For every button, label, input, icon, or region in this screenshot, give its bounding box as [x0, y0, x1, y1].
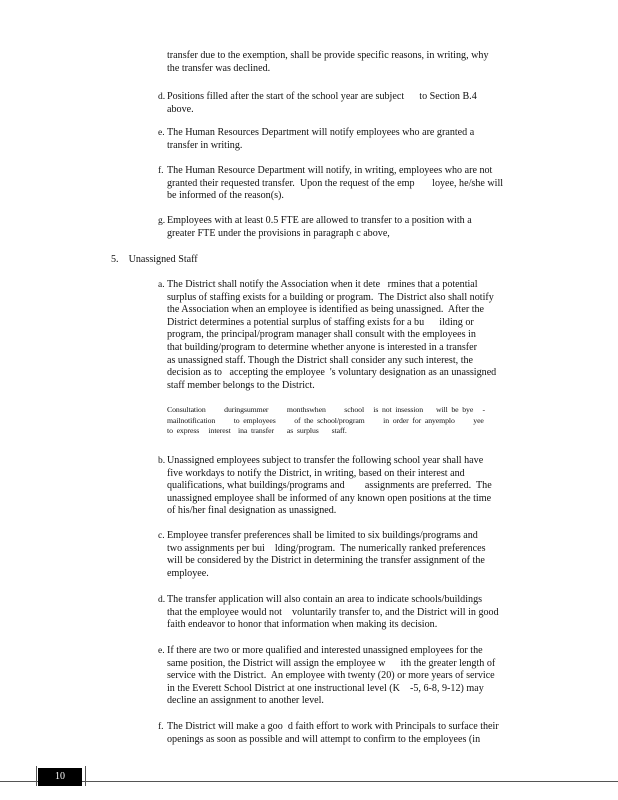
- line-text: If there are two or more qualified and interested unassigned employees for the: [167, 645, 483, 656]
- line-text: as unassigned staff. Though the District shall consider any such interest, the: [167, 354, 474, 366]
- line-text: decline an assignment to another level.: [167, 695, 324, 707]
- line-text: The District shall notify the Association when it dete rmines that a potential: [167, 279, 478, 290]
- line-text: staff member belongs to the District.: [167, 379, 315, 391]
- paragraph-line: [158, 695, 495, 708]
- line-text: two assignments per bui lding/program. The numerically ranked preferences: [167, 542, 486, 554]
- line-text: that building/program to determine whether anyone is interested in a transfer: [167, 341, 478, 353]
- paragraph-line: [158, 140, 474, 153]
- list-marker: f.: [158, 722, 164, 732]
- line-text: The transfer application will also contain an area to indicate schools/buildings: [167, 594, 483, 605]
- line-text: unassigned employee shall be informed of any known open positions at the time: [167, 492, 492, 504]
- paragraph-line: [158, 304, 496, 317]
- line-text: Employees with at least 0.5 FTE are allowed to transfer to a position with a: [167, 215, 472, 226]
- line-text: The Human Resources Department will notify employees who are granted a: [167, 127, 475, 138]
- paragraph-line: [158, 645, 495, 658]
- line-text: program, the principal/program manager shall consult with the employees in: [167, 329, 476, 341]
- paragraph-line: [158, 355, 496, 368]
- paragraph-item-d: [158, 91, 477, 116]
- line-text: will be considered by the District in determining the transfer assignment of the: [167, 555, 485, 567]
- paragraph-line: [158, 178, 503, 191]
- line-text: the transfer was declined.: [167, 62, 271, 74]
- paragraph-line: [158, 505, 492, 518]
- paragraph-line: [158, 594, 499, 607]
- paragraph-item-d-2: [158, 594, 499, 632]
- line-text: transfer in writing.: [167, 139, 243, 151]
- consultation-note: [167, 405, 485, 437]
- paragraph-item-a: [158, 279, 496, 392]
- section-title: Unassigned Staff: [128, 254, 198, 265]
- paragraph-line: [158, 317, 496, 330]
- paragraph-line: [158, 329, 496, 342]
- section-heading: [111, 254, 198, 265]
- list-marker: f.: [158, 166, 164, 176]
- list-marker: g.: [158, 216, 166, 226]
- line-text: be informed of the reason(s).: [167, 190, 284, 202]
- line-text: surplus of staffing exists for a building or program. The District also shall notify: [167, 291, 494, 303]
- line-text: Employee transfer preferences shall be limited to six buildings/programs and: [167, 530, 478, 541]
- paragraph-line: [158, 165, 503, 178]
- paragraph-line: [158, 619, 499, 632]
- line-text: service with the District. An employee with twenty (20) or more years of service: [167, 670, 495, 682]
- paragraph-item-f-2: [158, 721, 499, 746]
- line-text: of his/her final designation as unassigned.: [167, 505, 337, 517]
- paragraph-line: [158, 543, 486, 556]
- line-text: above.: [167, 103, 194, 115]
- paragraph-line: [167, 63, 489, 76]
- line-text: granted their requested transfer. Upon the request of the emp loyee, he/she will: [167, 177, 504, 189]
- note-line: mailnotification to employees of the school/program in order for anyemplo yee: [167, 415, 484, 425]
- line-text: in the Everett School District at one instructional level (K -5, 6-8, 9-12) may: [167, 682, 484, 694]
- list-marker: e.: [158, 128, 165, 138]
- page-number: 10: [38, 768, 82, 786]
- line-text: The District will make a goo d faith effort to work with Principals to surface their: [167, 721, 499, 732]
- note-line: Consultation duringsummer monthswhen school is not insession will be bye -: [167, 405, 485, 414]
- paragraph-item-c: [158, 530, 486, 580]
- paragraph-line: [158, 127, 474, 140]
- paragraph-line: [158, 190, 503, 203]
- line-text: that the employee would not voluntarily transfer to, and the District will in good: [167, 606, 499, 618]
- paragraph-line: [158, 493, 492, 506]
- paragraph-line: [158, 104, 477, 117]
- list-marker: a.: [158, 280, 165, 290]
- paragraph-line: [158, 555, 486, 568]
- line-text: openings as soon as possible and will attempt to confirm to the employees (in: [167, 733, 481, 745]
- list-marker: d.: [158, 92, 166, 102]
- paragraph-item-g: [158, 215, 472, 240]
- paragraph-line: [158, 279, 496, 292]
- line-text: Unassigned employees subject to transfer the following school year shall have: [167, 455, 484, 466]
- paragraph-line: [158, 658, 495, 671]
- line-text: the Association when an employee is identified as being unassigned. After the: [167, 304, 485, 316]
- paragraph-line: [158, 568, 486, 581]
- footer-rule-left: [0, 781, 38, 782]
- paragraph-line: [158, 367, 496, 380]
- paragraph-line: [158, 91, 477, 104]
- paragraph-line: [158, 721, 499, 734]
- paragraph-line: [158, 468, 492, 481]
- paragraph-line: [158, 734, 499, 747]
- paragraph-line: [158, 380, 496, 393]
- line-text: transfer due to the exemption, shall be provide specific reasons, in writing, why: [167, 50, 489, 61]
- paragraph-item-f: [158, 165, 503, 203]
- paragraph-continuation: [167, 50, 489, 75]
- list-marker: d.: [158, 595, 166, 605]
- paragraph-line: [158, 292, 496, 305]
- line-text: decision as to accepting the employee 's voluntary designation as an unassigned: [167, 367, 497, 379]
- paragraph-line: [158, 530, 486, 543]
- paragraph-line: [167, 50, 489, 63]
- section-number: 5.: [111, 254, 119, 265]
- line-text: Positions filled after the start of the school year are subject to Section B.4: [167, 91, 477, 102]
- footer-rule: [82, 781, 618, 782]
- paragraph-item-e-2: [158, 645, 495, 708]
- paragraph-line: [158, 228, 472, 241]
- list-marker: c.: [158, 531, 165, 541]
- paragraph-line: [158, 480, 492, 493]
- note-line: to express interest ina transfer as surplus staff.: [167, 426, 347, 436]
- line-text: greater FTE under the provisions in paragraph c above,: [167, 227, 390, 239]
- line-text: District determines a potential surplus of staffing exists for a bu ilding or: [167, 316, 474, 328]
- paragraph-item-b: [158, 455, 492, 518]
- line-text: The Human Resource Department will notify, in writing, employees who are not: [167, 165, 493, 176]
- line-text: same position, the District will assign the employee w ith the greater length of: [167, 657, 496, 669]
- list-marker: b.: [158, 456, 166, 466]
- paragraph-line: [158, 670, 495, 683]
- paragraph-line: [158, 683, 495, 696]
- paragraph-line: [158, 342, 496, 355]
- line-text: qualifications, what buildings/programs and assignments are preferred. The: [167, 480, 492, 492]
- paragraph-line: [158, 455, 492, 468]
- line-text: five workdays to notify the District, in writing, based on their interest and: [167, 467, 465, 479]
- paragraph-item-e: [158, 127, 474, 152]
- line-text: employee.: [167, 567, 209, 579]
- line-text: faith endeavor to honor that information when making its decision.: [167, 619, 438, 631]
- list-marker: e.: [158, 646, 165, 656]
- paragraph-line: [158, 215, 472, 228]
- paragraph-line: [158, 607, 499, 620]
